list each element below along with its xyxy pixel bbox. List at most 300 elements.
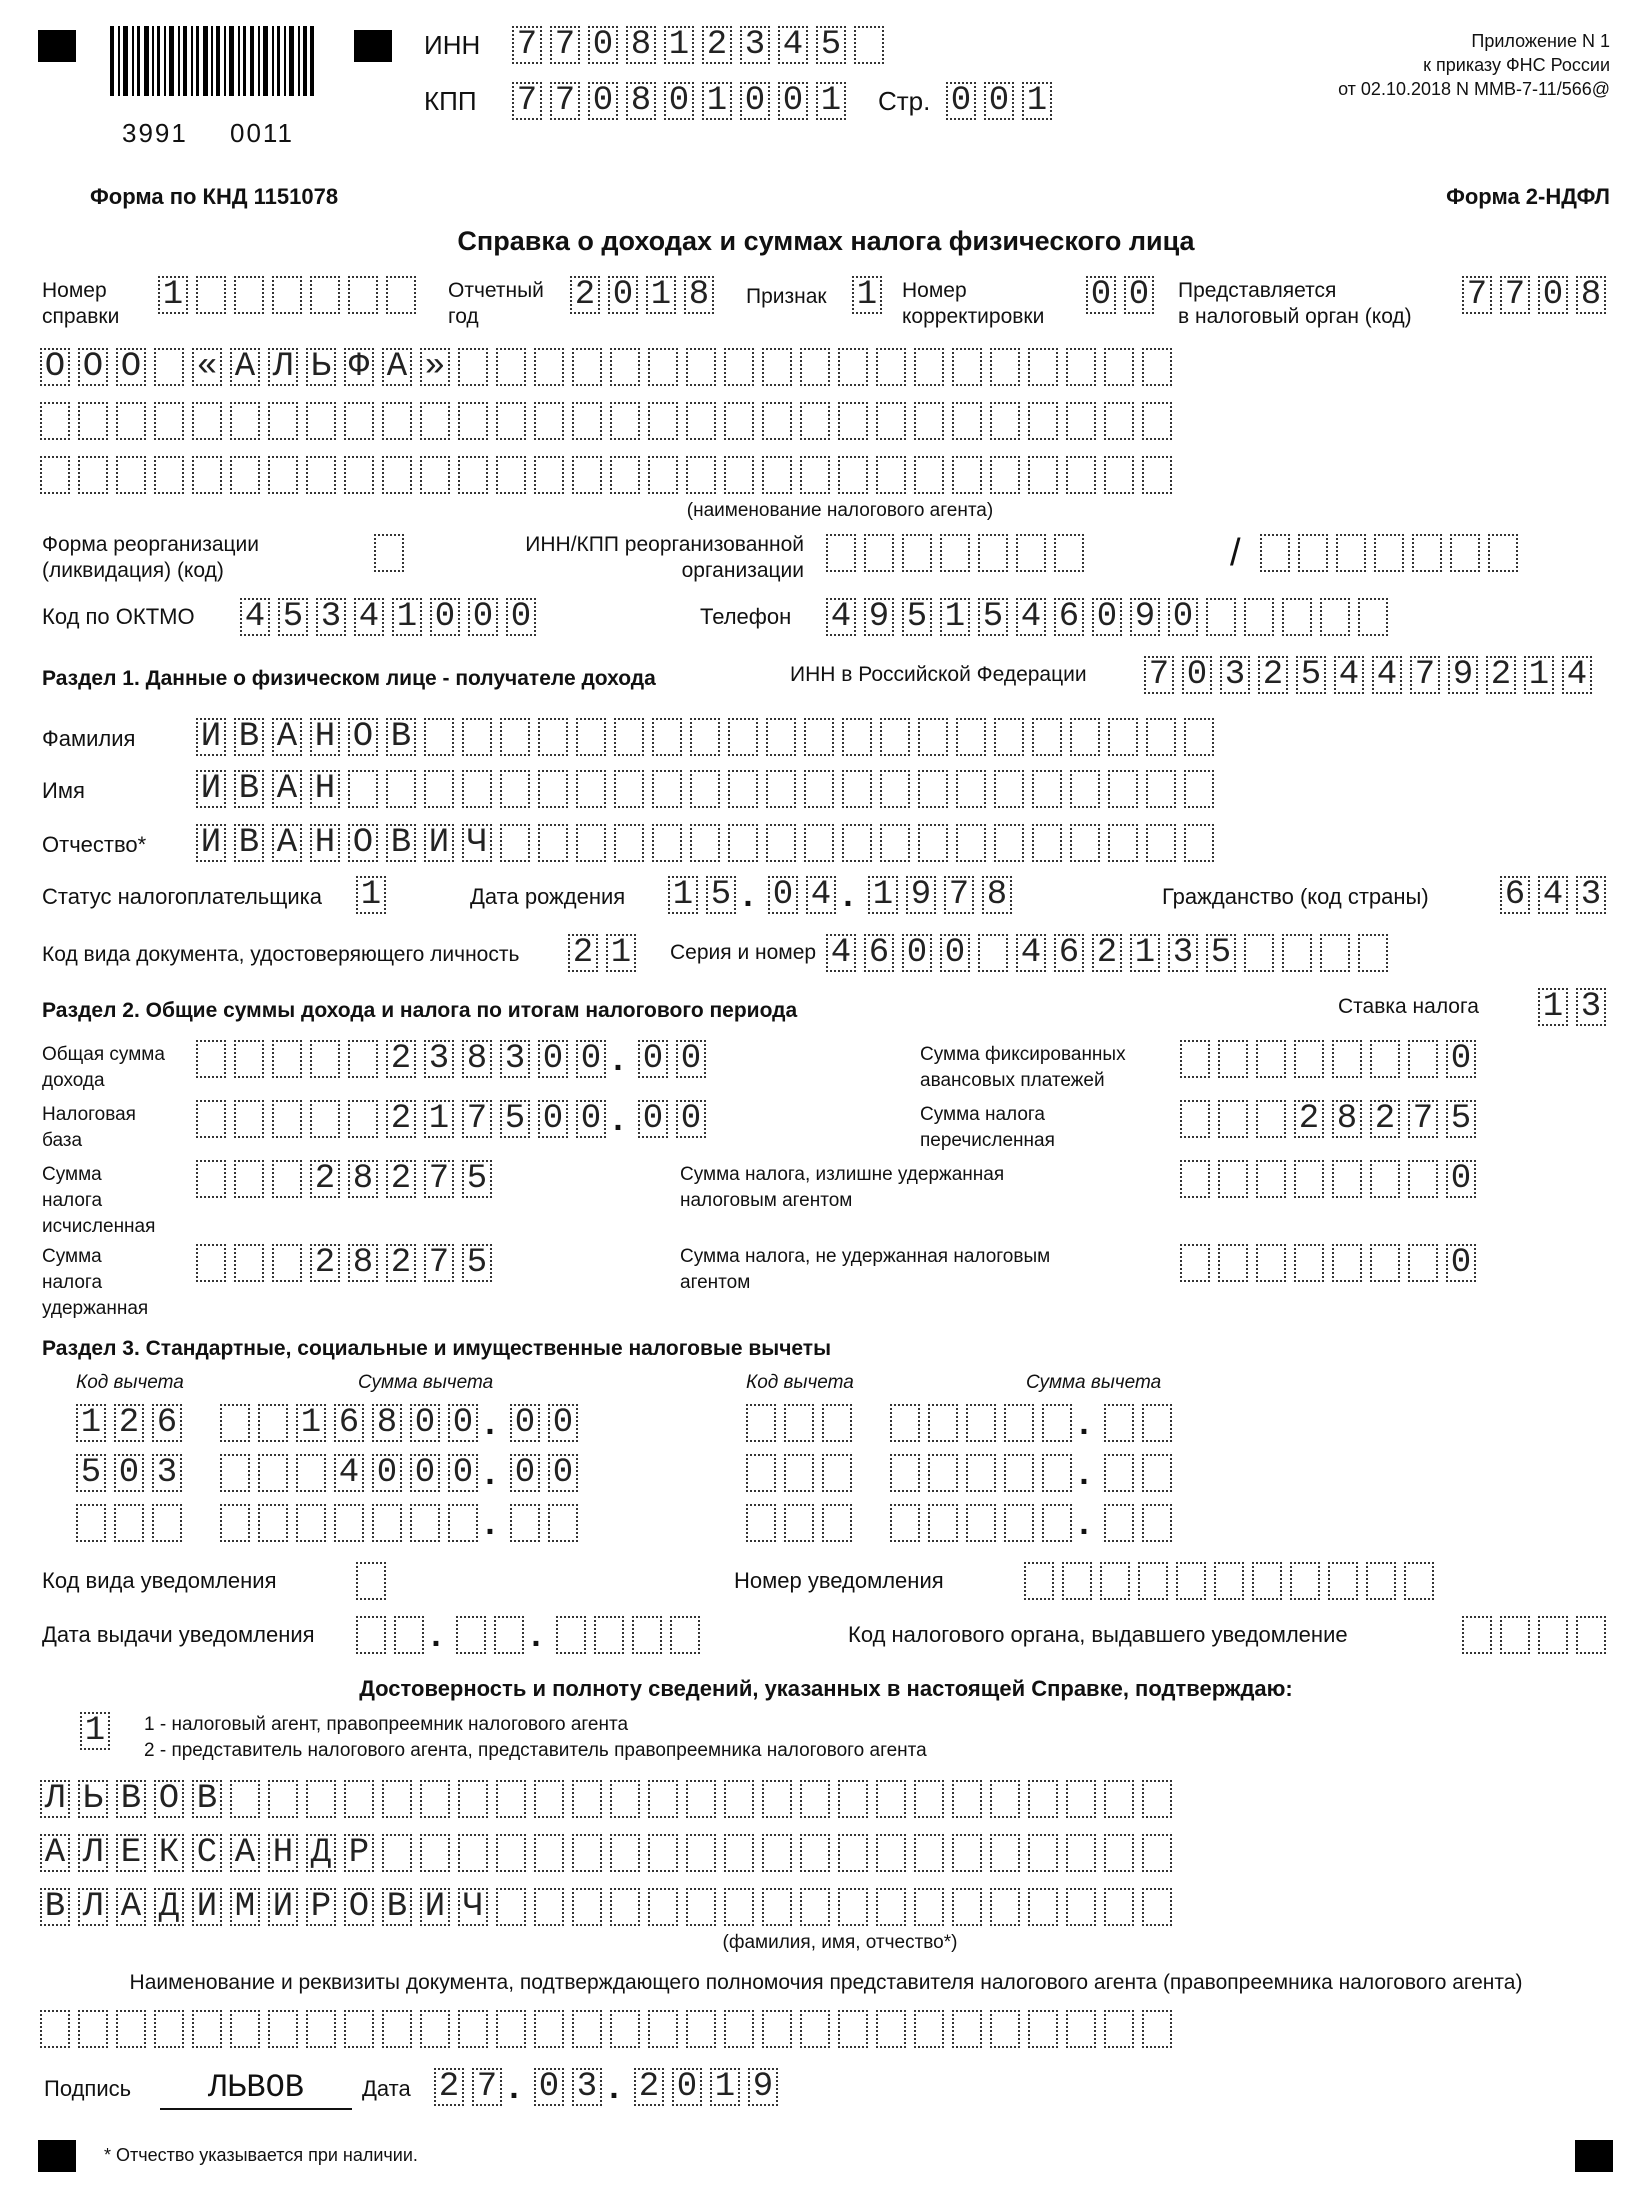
char-cell	[1218, 1160, 1248, 1198]
char-cell: Н	[268, 1834, 298, 1872]
char-cell: 7	[462, 1100, 492, 1138]
char-cell	[784, 1504, 814, 1542]
char-cell: 2	[310, 1244, 340, 1282]
citizenship-cells[interactable]	[1500, 876, 1606, 914]
char-cell	[196, 276, 226, 314]
char-cell	[420, 456, 450, 494]
notice-date-label: Дата выдачи уведомления	[42, 1622, 315, 1647]
char-cell	[1032, 770, 1062, 808]
char-cell	[196, 1160, 226, 1198]
char-cell	[632, 1616, 662, 1654]
signer-name-cells[interactable]	[40, 1834, 1172, 1872]
char-cell	[344, 402, 374, 440]
char-cell	[1142, 1834, 1172, 1872]
char-cell: В	[116, 1780, 146, 1818]
char-cell	[876, 2010, 906, 2048]
char-cell	[1282, 934, 1312, 972]
char-cell	[1184, 770, 1214, 808]
char-cell	[1214, 1562, 1244, 1600]
char-cell	[966, 1504, 996, 1542]
page-cells[interactable]	[946, 82, 1052, 120]
calculated-cells[interactable]	[196, 1160, 492, 1198]
confirmation-cells[interactable]	[80, 1712, 110, 1750]
char-cell	[880, 718, 910, 756]
char-cell	[572, 456, 602, 494]
char-cell	[1290, 1562, 1320, 1600]
char-cell	[842, 770, 872, 808]
char-cell	[448, 1504, 478, 1542]
footnote: * Отчество указывается при наличии.	[104, 2145, 418, 2165]
status-cells[interactable]	[356, 876, 386, 914]
char-cell	[990, 1780, 1020, 1818]
excess-cells[interactable]	[1180, 1160, 1476, 1198]
char-cell	[220, 1454, 250, 1492]
char-cell: Ч	[462, 824, 492, 862]
reorg-form-cells[interactable]	[374, 534, 404, 572]
char-cell	[670, 1616, 700, 1654]
char-cell: А	[272, 824, 302, 862]
char-cell	[424, 770, 454, 808]
char-cell: И	[192, 1888, 222, 1926]
char-cell	[1054, 534, 1084, 572]
signature-value: ЛЬВОВ	[207, 2069, 304, 2106]
char-cell: 5	[816, 26, 846, 64]
reorg-inn-label: ИНН/КПП реорганизованной организации	[525, 533, 804, 582]
signer-patronymic-cells[interactable]	[40, 1888, 1172, 1926]
char-cell: 4	[1562, 656, 1592, 694]
char-cell	[1256, 1100, 1286, 1138]
year-cells[interactable]	[570, 276, 714, 314]
char-cell	[940, 534, 970, 572]
char-cell	[838, 1834, 868, 1872]
char-cell	[648, 456, 678, 494]
char-cell: 5	[462, 1244, 492, 1282]
char-cell	[800, 2010, 830, 2048]
char-cell: 0	[1168, 598, 1198, 636]
char-cell: 0	[538, 1040, 568, 1078]
char-cell: 1	[296, 1404, 326, 1442]
char-cell	[458, 2010, 488, 2048]
birth-date-cells[interactable]: 1 5 . 0 4 . 1 9 7 8	[668, 876, 1012, 914]
char-cell	[826, 534, 856, 572]
appendix-line-2: к приказу ФНС России	[1423, 55, 1610, 75]
char-cell	[192, 402, 222, 440]
char-cell: 4	[1538, 876, 1568, 914]
char-cell	[746, 1504, 776, 1542]
tax-organ-cells[interactable]	[1462, 276, 1606, 314]
tax-base-cells[interactable]: 2 1 7 5 0 0 . 0 0	[196, 1100, 706, 1138]
char-cell: 4	[354, 598, 384, 636]
char-cell	[420, 402, 450, 440]
char-cell	[762, 1834, 792, 1872]
char-cell	[1070, 770, 1100, 808]
char-cell	[306, 1780, 336, 1818]
char-cell	[1294, 1244, 1324, 1282]
char-cell: 2	[386, 1244, 416, 1282]
char-cell: 1	[1538, 988, 1568, 1026]
phone-label: Телефон	[700, 604, 792, 629]
patronymic-cells[interactable]	[196, 824, 1214, 862]
char-cell	[610, 1780, 640, 1818]
char-cell	[572, 1834, 602, 1872]
not-withheld-label: Сумма налога, не удержанная налоговым агентом	[680, 1246, 1051, 1293]
char-cell: 7	[424, 1160, 454, 1198]
char-cell	[1104, 1404, 1134, 1442]
char-cell	[576, 824, 606, 862]
notice-kind-cells[interactable]	[356, 1562, 386, 1600]
char-cell	[1332, 1160, 1362, 1198]
char-cell	[724, 348, 754, 386]
char-cell	[746, 1454, 776, 1492]
doc-code-cells[interactable]	[568, 934, 636, 972]
char-cell: 7	[1144, 656, 1174, 694]
char-cell	[648, 348, 678, 386]
char-cell	[220, 1504, 250, 1542]
char-cell: 7	[550, 26, 580, 64]
char-cell	[1004, 1404, 1034, 1442]
char-cell	[956, 770, 986, 808]
char-cell	[1294, 1040, 1324, 1078]
deduction-sum-header-right: Сумма вычета	[1026, 1372, 1162, 1393]
char-cell	[534, 402, 564, 440]
char-cell	[272, 1160, 302, 1198]
notice-date-cells[interactable]: . .	[356, 1616, 700, 1654]
agent-name-line-1[interactable]	[40, 348, 1172, 386]
surname-cells[interactable]	[196, 718, 1214, 756]
char-cell	[800, 402, 830, 440]
fio-caption: (фамилия, имя, отчество*)	[722, 1932, 958, 1953]
notice-organ-label: Код налогового органа, выдавшего уведомление	[848, 1622, 1348, 1647]
char-cell	[192, 2010, 222, 2048]
char-cell	[394, 1616, 424, 1654]
char-cell: Н	[310, 770, 340, 808]
char-cell	[724, 1780, 754, 1818]
char-cell	[234, 1160, 264, 1198]
char-cell: О	[348, 718, 378, 756]
char-cell: 0	[778, 82, 808, 120]
char-cell	[1256, 1040, 1286, 1078]
char-cell: 0	[984, 82, 1014, 120]
char-cell: 0	[468, 598, 498, 636]
number-cells[interactable]	[158, 276, 416, 314]
char-cell: К	[154, 1834, 184, 1872]
char-cell: 0	[588, 26, 618, 64]
char-cell	[500, 770, 530, 808]
char-cell	[994, 824, 1024, 862]
char-cell	[838, 1888, 868, 1926]
name-cells[interactable]	[196, 770, 1214, 808]
char-cell: 1	[424, 1100, 454, 1138]
char-cell	[652, 718, 682, 756]
notice-number-cells[interactable]	[1024, 1562, 1434, 1600]
char-cell	[1100, 1562, 1130, 1600]
char-cell	[952, 2010, 982, 2048]
char-cell	[1358, 598, 1388, 636]
oktmo-cells[interactable]	[240, 598, 536, 636]
char-cell	[914, 1834, 944, 1872]
char-cell	[382, 456, 412, 494]
char-cell: 4	[1016, 598, 1046, 636]
char-cell: 1	[606, 934, 636, 972]
rate-label: Ставка налога	[1338, 995, 1479, 1018]
char-cell	[1404, 1562, 1434, 1600]
char-cell	[78, 2010, 108, 2048]
char-cell	[822, 1404, 852, 1442]
char-cell	[356, 1616, 386, 1654]
deduction-row-3[interactable]: .	[76, 1504, 578, 1542]
rate-cells[interactable]	[1538, 988, 1606, 1026]
char-cell: 0	[638, 1040, 668, 1078]
char-cell: 8	[1576, 276, 1606, 314]
barcode-number-left: 3991	[122, 118, 188, 148]
char-cell	[1218, 1100, 1248, 1138]
deduction-row-2[interactable]: 5 0 3 4 0 0 0 . 0 0	[76, 1454, 578, 1492]
char-cell	[1462, 1616, 1492, 1654]
char-cell	[534, 1780, 564, 1818]
char-cell: А	[230, 1834, 260, 1872]
char-cell: 0	[430, 598, 460, 636]
char-cell	[800, 1888, 830, 1926]
char-cell: 2	[1294, 1100, 1324, 1138]
char-cell	[424, 718, 454, 756]
char-cell	[686, 348, 716, 386]
char-cell	[386, 276, 416, 314]
not-withheld-cells[interactable]	[1180, 1244, 1476, 1282]
char-cell	[1260, 534, 1290, 572]
deduction-row-right-3[interactable]: .	[746, 1504, 1172, 1542]
notice-kind-label: Код вида уведомления	[42, 1568, 277, 1593]
char-cell	[40, 2010, 70, 2048]
char-cell: 1	[868, 876, 898, 914]
char-cell	[296, 1504, 326, 1542]
char-cell	[1298, 534, 1328, 572]
char-cell	[952, 1834, 982, 1872]
year-label: Отчетный год	[448, 279, 544, 328]
char-cell	[842, 824, 872, 862]
char-cell	[876, 348, 906, 386]
kpp-cells[interactable]	[512, 82, 846, 120]
char-cell	[458, 1834, 488, 1872]
char-cell	[1104, 1780, 1134, 1818]
char-cell	[154, 348, 184, 386]
char-cell: 0	[372, 1454, 402, 1492]
char-cell	[880, 824, 910, 862]
char-cell	[990, 2010, 1020, 2048]
char-cell	[534, 1834, 564, 1872]
char-cell: 8	[372, 1404, 402, 1442]
char-cell: 6	[1054, 598, 1084, 636]
char-cell	[538, 824, 568, 862]
char-cell	[1142, 1504, 1172, 1542]
char-cell: 7	[424, 1244, 454, 1282]
reorg-kpp-cells[interactable]	[1260, 534, 1518, 572]
person-inn-label: ИНН в Российской Федерации	[790, 663, 1087, 686]
withheld-cells[interactable]	[196, 1244, 492, 1282]
char-cell	[762, 402, 792, 440]
char-cell	[1282, 598, 1312, 636]
char-cell: 3	[1576, 988, 1606, 1026]
char-cell	[1412, 534, 1442, 572]
char-cell	[728, 770, 758, 808]
char-cell	[762, 1888, 792, 1926]
char-cell: 7	[512, 26, 542, 64]
char-cell	[348, 1040, 378, 1078]
deduction-row-1[interactable]: 1 2 6 1 6 8 0 0 . 0 0	[76, 1404, 578, 1442]
char-cell	[800, 348, 830, 386]
char-cell: 0	[676, 1040, 706, 1078]
char-cell	[928, 1454, 958, 1492]
char-cell: 0	[410, 1404, 440, 1442]
char-cell: И	[196, 824, 226, 862]
authority-doc-caption: Наименование и реквизиты документа, подтверждающего полномочия представителя налогового агента (правопреемника налогового агента)	[129, 1971, 1523, 1994]
confirmation-title: Достоверность и полноту сведений, указанных в настоящей Справке, подтверждаю:	[359, 1676, 1293, 1701]
char-cell	[686, 1888, 716, 1926]
char-cell: 0	[1182, 656, 1212, 694]
char-cell	[1104, 402, 1134, 440]
char-cell	[1320, 598, 1350, 636]
char-cell	[1042, 1504, 1072, 1542]
authority-doc-cells[interactable]	[40, 2010, 1172, 2048]
char-cell	[268, 2010, 298, 2048]
char-cell	[876, 1780, 906, 1818]
char-cell: 5	[462, 1160, 492, 1198]
agent-name-line-3[interactable]	[40, 456, 1172, 494]
signature-line[interactable]	[160, 2108, 352, 2110]
char-cell	[690, 718, 720, 756]
confirmation-option-2: 2 - представитель налогового агента, представитель правопреемника налогового агента	[144, 1740, 927, 1761]
birth-date-label: Дата рождения	[470, 884, 626, 909]
char-cell: 0	[902, 934, 932, 972]
char-cell: 1	[158, 276, 188, 314]
char-cell	[1142, 1454, 1172, 1492]
char-cell	[1184, 718, 1214, 756]
reorg-inn-cells[interactable]	[826, 534, 1084, 572]
char-cell: 4	[806, 876, 836, 914]
char-cell	[978, 534, 1008, 572]
char-cell: 7	[1408, 1100, 1438, 1138]
char-cell	[1066, 402, 1096, 440]
char-cell	[382, 1834, 412, 1872]
series-cells[interactable]	[826, 934, 1388, 972]
char-cell	[994, 770, 1024, 808]
char-cell: В	[234, 770, 264, 808]
char-cell: 9	[864, 598, 894, 636]
char-cell: 2	[1370, 1100, 1400, 1138]
inn-cells[interactable]	[512, 26, 884, 64]
char-cell	[1320, 934, 1350, 972]
char-cell	[614, 718, 644, 756]
char-cell: 2	[1092, 934, 1122, 972]
char-cell	[1016, 534, 1046, 572]
char-cell: 2	[310, 1160, 340, 1198]
char-cell	[1488, 534, 1518, 572]
corner-marker-top-right	[354, 30, 392, 62]
char-cell	[382, 2010, 412, 2048]
char-cell	[230, 456, 260, 494]
char-cell	[268, 402, 298, 440]
char-cell	[762, 348, 792, 386]
char-cell	[928, 1504, 958, 1542]
transferred-cells[interactable]	[1180, 1100, 1476, 1138]
agent-name-caption: (наименование налогового агента)	[686, 500, 994, 521]
char-cell	[496, 456, 526, 494]
char-cell	[762, 2010, 792, 2048]
agent-name-line-2[interactable]	[40, 402, 1172, 440]
deduction-row-right-2[interactable]: .	[746, 1454, 1172, 1492]
char-cell	[1142, 1888, 1172, 1926]
char-cell: Р	[344, 1834, 374, 1872]
char-cell	[724, 2010, 754, 2048]
char-cell	[296, 1454, 326, 1492]
char-cell: 1	[816, 82, 846, 120]
char-cell	[534, 348, 564, 386]
char-cell	[1070, 824, 1100, 862]
char-cell	[1244, 934, 1274, 972]
char-cell: В	[386, 824, 416, 862]
char-cell	[1500, 1616, 1530, 1654]
signer-surname-cells[interactable]	[40, 1780, 1172, 1818]
char-cell	[728, 718, 758, 756]
reorg-slash: /	[1230, 532, 1241, 574]
signature-date-cells[interactable]: 2 7 . 0 3 . 2 0 1 9	[434, 2068, 778, 2106]
notice-organ-cells[interactable]	[1462, 1616, 1606, 1654]
char-cell	[1138, 1562, 1168, 1600]
char-cell: 7	[944, 876, 974, 914]
char-cell	[686, 456, 716, 494]
char-cell: Ф	[344, 348, 374, 386]
char-cell: 1	[1524, 656, 1554, 694]
char-cell	[952, 1888, 982, 1926]
char-cell	[952, 348, 982, 386]
char-cell	[724, 1834, 754, 1872]
char-cell	[1028, 1780, 1058, 1818]
correction-cells[interactable]	[1086, 276, 1154, 314]
char-cell	[78, 456, 108, 494]
char-cell	[1146, 718, 1176, 756]
transferred-label: Сумма налога перечисленная	[920, 1104, 1055, 1151]
char-cell	[374, 534, 404, 572]
person-inn-cells[interactable]	[1144, 656, 1592, 694]
char-cell: 8	[626, 26, 656, 64]
char-cell	[918, 770, 948, 808]
char-cell: В	[40, 1888, 70, 1926]
char-cell: Е	[116, 1834, 146, 1872]
char-cell: 0	[410, 1454, 440, 1492]
char-cell: 4	[240, 598, 270, 636]
char-cell	[686, 2010, 716, 2048]
char-cell	[1028, 1888, 1058, 1926]
char-cell	[458, 348, 488, 386]
phone-cells[interactable]	[826, 598, 1388, 636]
char-cell	[914, 402, 944, 440]
deduction-row-right-1[interactable]: .	[746, 1404, 1172, 1442]
fixed-payments-cells[interactable]	[1180, 1040, 1476, 1078]
char-cell	[154, 456, 184, 494]
sign-cells[interactable]	[852, 276, 882, 314]
char-cell	[344, 456, 374, 494]
char-cell: 3	[572, 2068, 602, 2106]
char-cell: 7	[512, 82, 542, 120]
char-cell	[1408, 1244, 1438, 1282]
char-cell: В	[234, 824, 264, 862]
char-cell	[458, 1780, 488, 1818]
income-cells[interactable]: 2 3 8 3 0 0 . 0 0	[196, 1040, 706, 1078]
char-cell	[766, 718, 796, 756]
char-cell	[1450, 534, 1480, 572]
char-cell	[876, 402, 906, 440]
char-cell: 5	[1296, 656, 1326, 694]
char-cell: А	[272, 770, 302, 808]
